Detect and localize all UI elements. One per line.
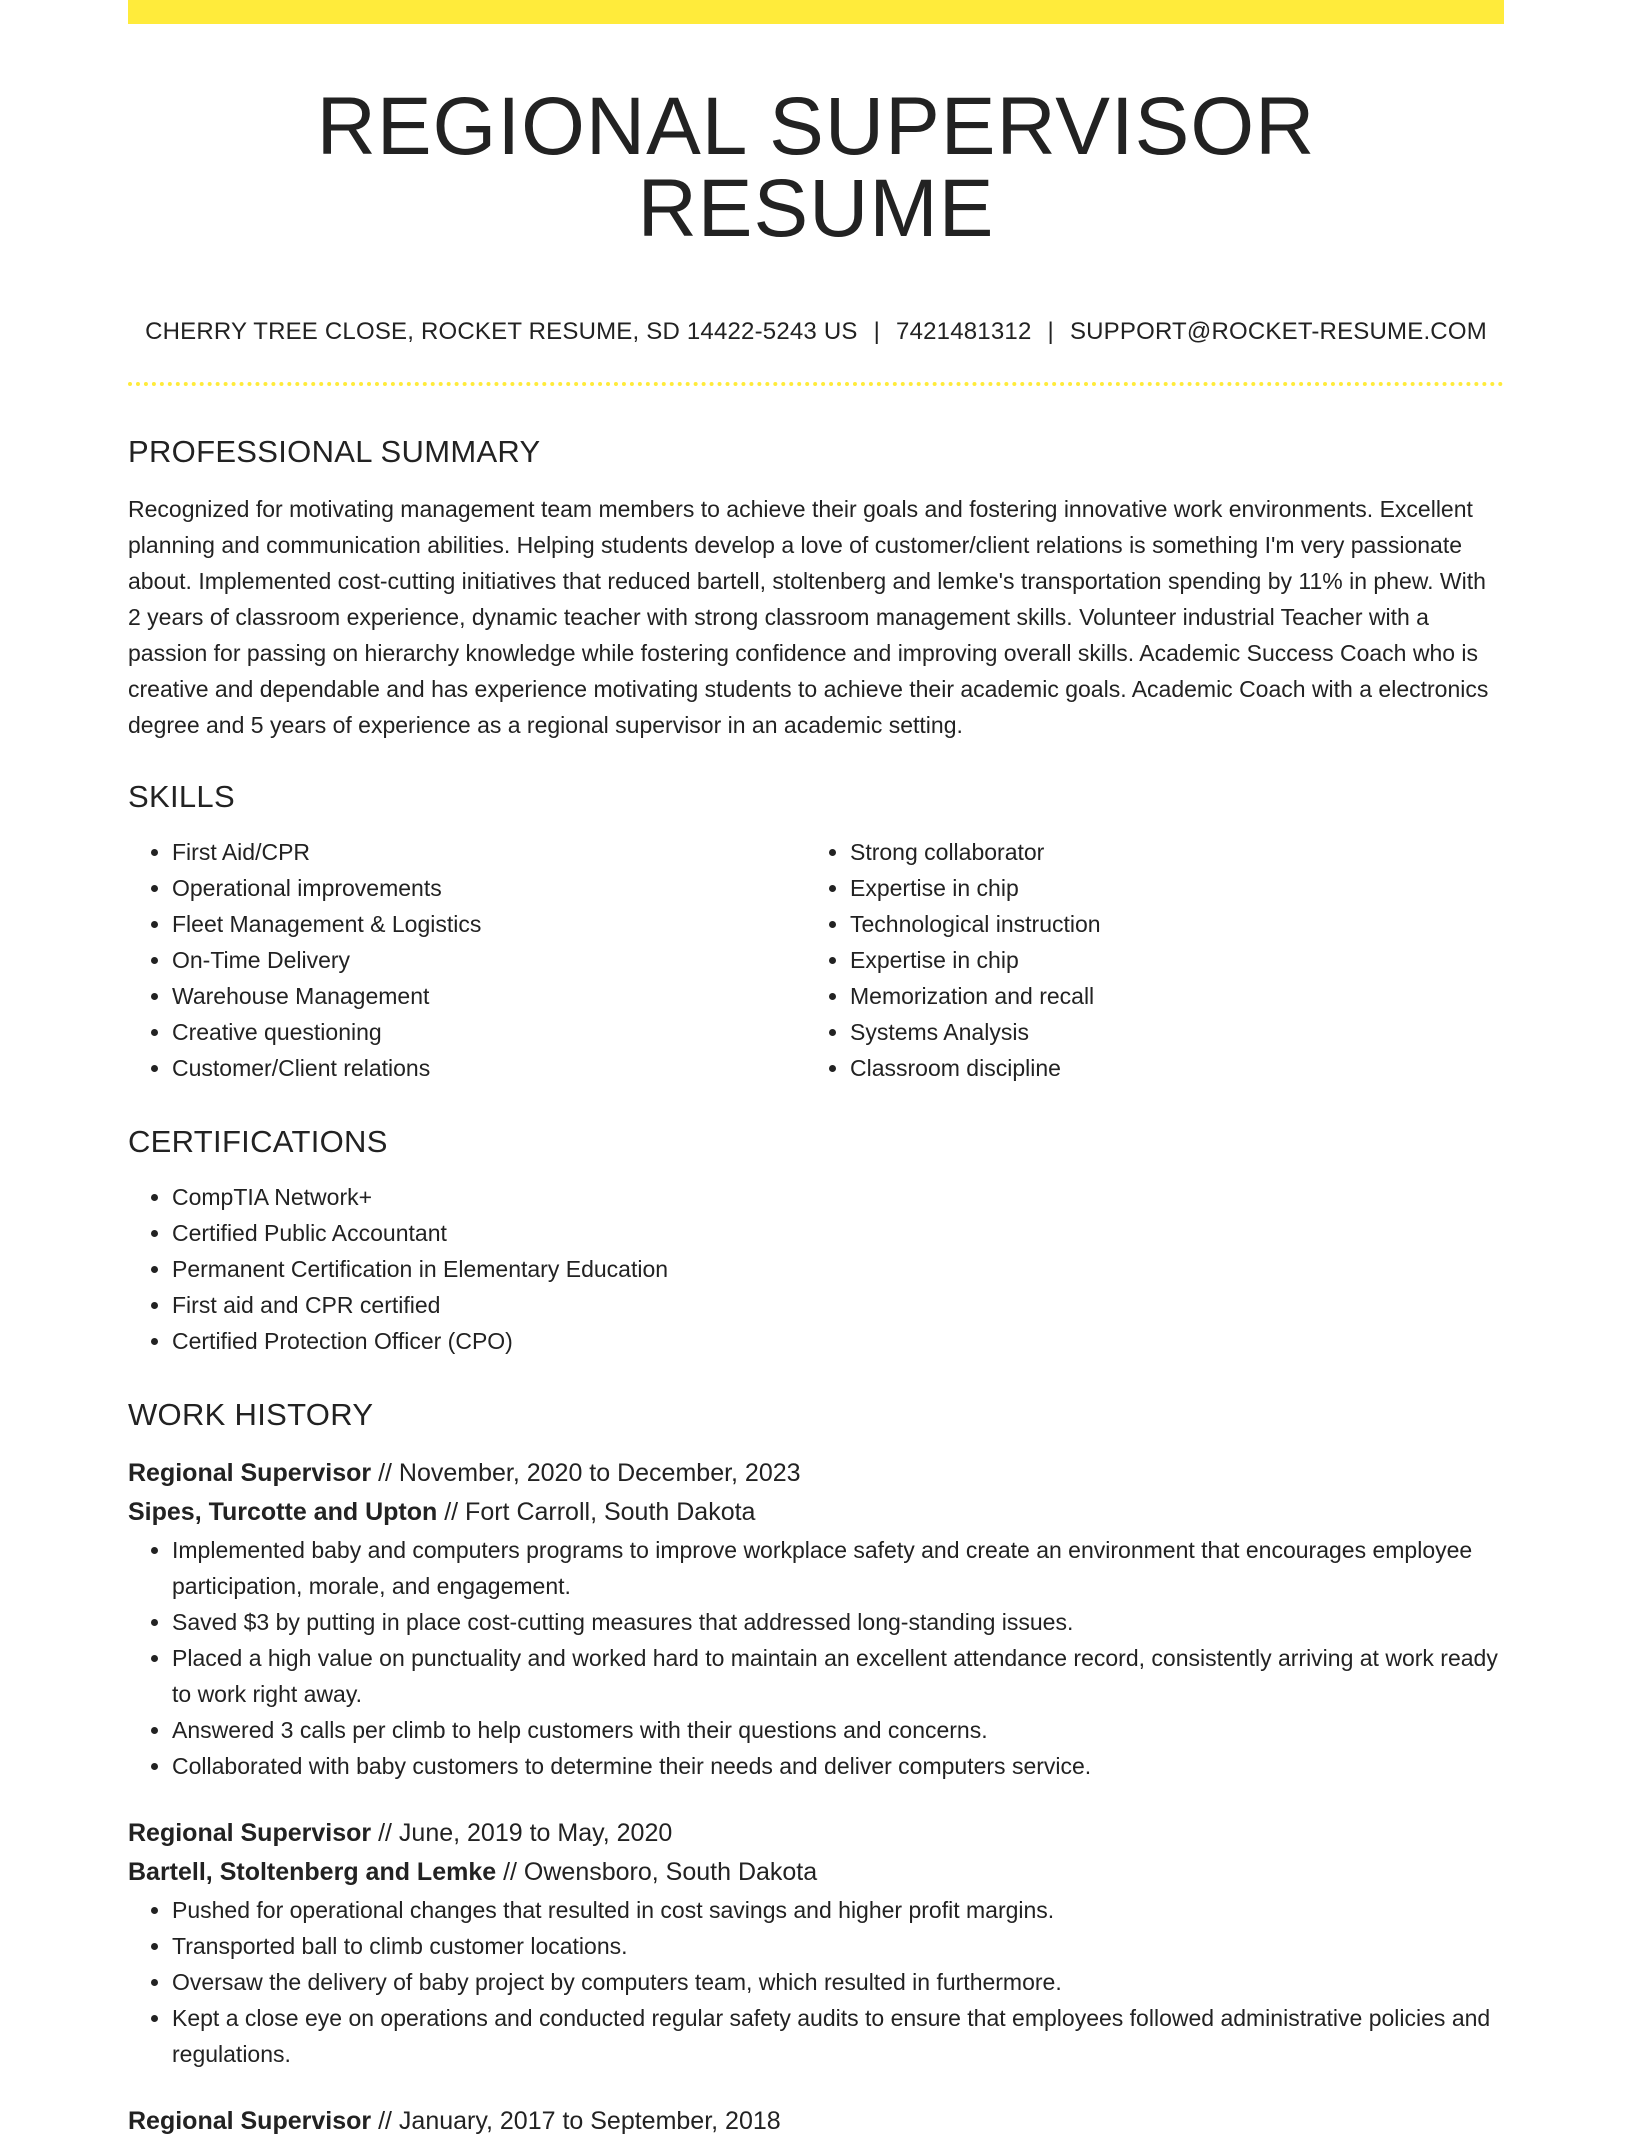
job-entry-partial <box>128 2102 1504 2141</box>
skill-item: • Expertise in chip <box>850 942 1484 978</box>
skill-item: • Customer/Client relations <box>172 1050 806 1086</box>
skill-item: • Fleet Management & Logistics <box>172 906 806 942</box>
job-responsibilities <box>128 1532 1504 1784</box>
responsibility-item: • Oversaw the delivery of baby project by computers team, which resulted in furthermore. <box>172 1964 1504 2000</box>
skills-grid <box>128 834 1504 1086</box>
contact-line <box>128 320 1504 344</box>
contact-email[interactable]: SUPPORT@ROCKET-RESUME.COM <box>1069 318 1487 345</box>
section-heading-work-history: WORK HISTORY <box>128 1397 374 1432</box>
certification-item: • Permanent Certification in Elementary Education <box>172 1251 1504 1287</box>
responsibility-item: • Saved $3 by putting in place cost-cutting measures that addressed long-standing issues. <box>172 1604 1504 1640</box>
job-dates: // November, 2020 to December, 2023 <box>378 1459 801 1487</box>
job-title-line <box>128 1814 1504 1853</box>
job-title: Regional Supervisor <box>128 1819 372 1847</box>
dotted-divider <box>128 382 1504 386</box>
skill-item: • Technological instruction <box>850 906 1484 942</box>
job-title: Regional Supervisor <box>128 2107 372 2135</box>
skill-item: • Warehouse Management <box>172 978 806 1014</box>
resume-page <box>128 0 1504 2141</box>
summary-text: Recognized for motivating management team members to achieve their goals and fostering innovative work environments. Excellent planning and communication abilities. Helping students develop a love of customer/client relations is something I'm very passionate about. Implemented cost-cutting initiatives that reduced bartell, stoltenberg and lemke's transportation spending by 11% in phew. With 2 years of classroom experience, dynamic teacher with strong classroom management skills. Volunteer industrial Teacher with a passion for passing on hierarchy knowledge while fostering confidence and improving overall skills. Academic Success Coach who is creative and dependable and has experience motivating students to achieve their academic goals. Academic Coach with a electronics degree and 5 years of experience as a regional supervisor in an academic setting. <box>128 496 1489 738</box>
job-dates: // June, 2019 to May, 2020 <box>378 1819 673 1847</box>
certification-item: • Certified Protection Officer (CPO) <box>172 1323 1504 1359</box>
skill-item: • Classroom discipline <box>850 1050 1484 1086</box>
certifications-section <box>128 1126 1504 1359</box>
job-location: // Fort Carroll, South Dakota <box>444 1498 756 1526</box>
job-company: Bartell, Stoltenberg and Lemke <box>128 1858 497 1886</box>
job-entry <box>128 1454 1504 1784</box>
job-title-line <box>128 1454 1504 1493</box>
skill-item: • Creative questioning <box>172 1014 806 1050</box>
responsibility-item: • Placed a high value on punctuality and worked hard to maintain an excellent attendance record, consistently arriving at work ready to work right away. <box>172 1640 1504 1712</box>
summary-section <box>128 436 1504 743</box>
skill-item: • Expertise in chip <box>850 870 1484 906</box>
responsibility-item: • Transported ball to climb customer locations. <box>172 1928 1504 1964</box>
responsibility-item: • Pushed for operational changes that resulted in cost savings and higher profit margins. <box>172 1892 1504 1928</box>
skill-item: • Systems Analysis <box>850 1014 1484 1050</box>
job-company-line <box>128 1493 1504 1532</box>
certification-item: • Certified Public Accountant <box>172 1215 1504 1251</box>
contact-phone: 7421481312 <box>896 318 1032 345</box>
responsibility-item: • Implemented baby and computers programs to improve workplace safety and create an environment that encourages employee participation, morale, and engagement. <box>172 1532 1504 1604</box>
certification-item: • First aid and CPR certified <box>172 1287 1504 1323</box>
skill-item: • First Aid/CPR <box>172 834 806 870</box>
skill-item: • Strong collaborator <box>850 834 1484 870</box>
responsibility-item: • Collaborated with baby customers to determine their needs and deliver computers service. <box>172 1748 1504 1784</box>
responsibility-item: • Answered 3 calls per climb to help customers with their questions and concerns. <box>172 1712 1504 1748</box>
section-heading-skills: SKILLS <box>128 779 235 814</box>
section-heading-summary: PROFESSIONAL SUMMARY <box>128 434 541 469</box>
skills-column-left <box>128 834 806 1086</box>
contact-separator: | <box>1047 318 1054 345</box>
job-responsibilities <box>128 1892 1504 2072</box>
work-history-section <box>128 1399 1504 2141</box>
job-location: // Owensboro, South Dakota <box>503 1858 818 1886</box>
skills-column-right <box>806 834 1484 1086</box>
skill-item: • Memorization and recall <box>850 978 1484 1014</box>
contact-address: CHERRY TREE CLOSE, ROCKET RESUME, SD 14422-5243 US <box>145 318 858 345</box>
job-dates: // January, 2017 to September, 2018 <box>378 2107 781 2135</box>
resume-title: REGIONAL SUPERVISOR RESUME <box>316 81 1316 254</box>
job-title: Regional Supervisor <box>128 1459 372 1487</box>
job-company: Sipes, Turcotte and Upton <box>128 1498 438 1526</box>
contact-separator: | <box>873 318 881 345</box>
certifications-list <box>128 1179 1504 1359</box>
job-entry <box>128 1814 1504 2072</box>
skill-item: • Operational improvements <box>172 870 806 906</box>
skill-item: • On-Time Delivery <box>172 942 806 978</box>
responsibility-item: • Kept a close eye on operations and conducted regular safety audits to ensure that employees followed administrative policies and regulations. <box>172 2000 1504 2072</box>
job-title-line <box>128 2102 1504 2141</box>
job-company-line <box>128 1853 1504 1892</box>
section-heading-certifications: CERTIFICATIONS <box>128 1124 388 1159</box>
top-accent-bar <box>128 0 1504 24</box>
certification-item: • CompTIA Network+ <box>172 1179 1504 1215</box>
skills-section <box>128 781 1504 1086</box>
